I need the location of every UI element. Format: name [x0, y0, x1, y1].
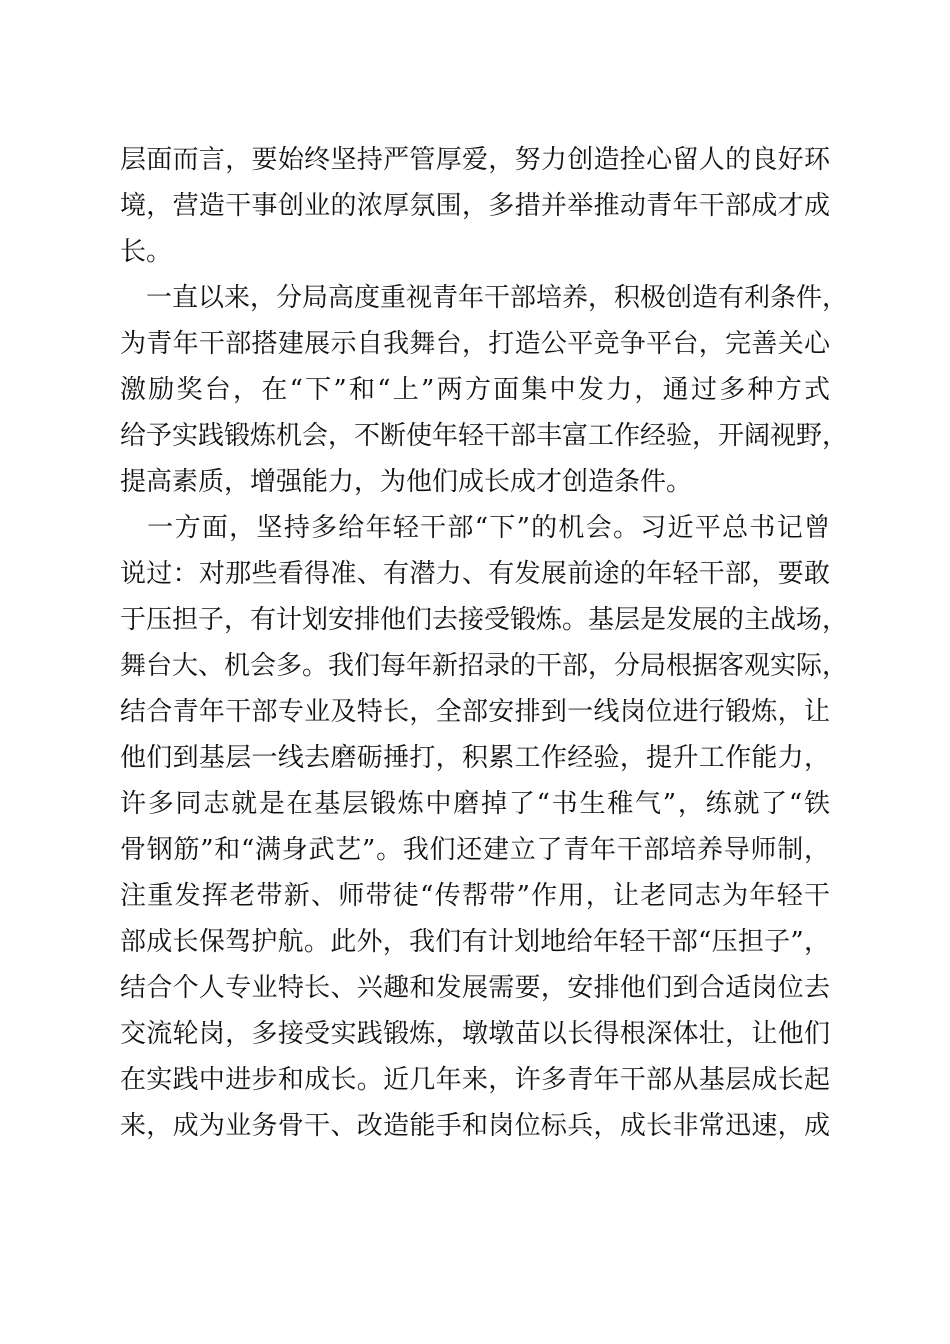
text-line: 说过：对那些看得准、有潜力、有发展前途的年轻干部，要敢	[120, 559, 830, 589]
text-line: 来，成为业务骨干、改造能手和岗位标兵，成长非常迅速，成	[120, 1111, 830, 1141]
text-line: 激励奖台，在“下”和“上”两方面集中发力，通过多种方式	[120, 375, 830, 405]
text-line: 舞台大、机会多。我们每年新招录的干部，分局根据客观实际，	[120, 651, 849, 681]
text-line: 注重发挥老带新、师带徒“传帮带”作用，让老同志为年轻干	[120, 881, 830, 911]
text-line: 交流轮岗，多接受实践锻炼，墩墩苗以长得根深体壮，让他们	[120, 1019, 830, 1049]
body-text	[120, 137, 849, 1149]
text-line: 骨钢筋”和“满身武艺”。我们还建立了青年干部培养导师制，	[120, 835, 830, 865]
text-line: 许多同志就是在基层锻炼中磨掉了“书生稚气”，练就了“铁	[120, 789, 830, 819]
text-line: 在实践中进步和成长。近几年来，许多青年干部从基层成长起	[120, 1065, 830, 1095]
text-line: 为青年干部搭建展示自我舞台，打造公平竞争平台，完善关心	[120, 329, 830, 359]
text-line: 他们到基层一线去磨砺捶打，积累工作经验，提升工作能力，	[120, 743, 830, 773]
text-line: 层面而言，要始终坚持严管厚爱，努力创造拴心留人的良好环	[120, 145, 830, 175]
text-line: 一方面，坚持多给年轻干部“下”的机会。习近平总书记曾	[120, 513, 830, 543]
text-line: 结合个人专业特长、兴趣和发展需要，安排他们到合适岗位去	[120, 973, 830, 1003]
text-line: 境，营造干事创业的浓厚氛围，多措并举推动青年干部成才成	[120, 191, 830, 221]
text-line: 于压担子，有计划安排他们去接受锻炼。基层是发展的主战场，	[120, 605, 849, 635]
text-line: 给予实践锻炼机会，不断使年轻干部丰富工作经验，开阔视野，	[120, 421, 849, 451]
text-line: 提高素质，增强能力，为他们成长成才创造条件。	[120, 467, 693, 497]
text-line: 结合青年干部专业及特长，全部安排到一线岗位进行锻炼，让	[120, 697, 830, 727]
text-line: 部成长保驾护航。此外，我们有计划地给年轻干部“压担子”，	[120, 927, 830, 957]
text-line: 一直以来，分局高度重视青年干部培养，积极创造有利条件，	[120, 283, 849, 313]
text-line: 长。	[120, 237, 173, 267]
